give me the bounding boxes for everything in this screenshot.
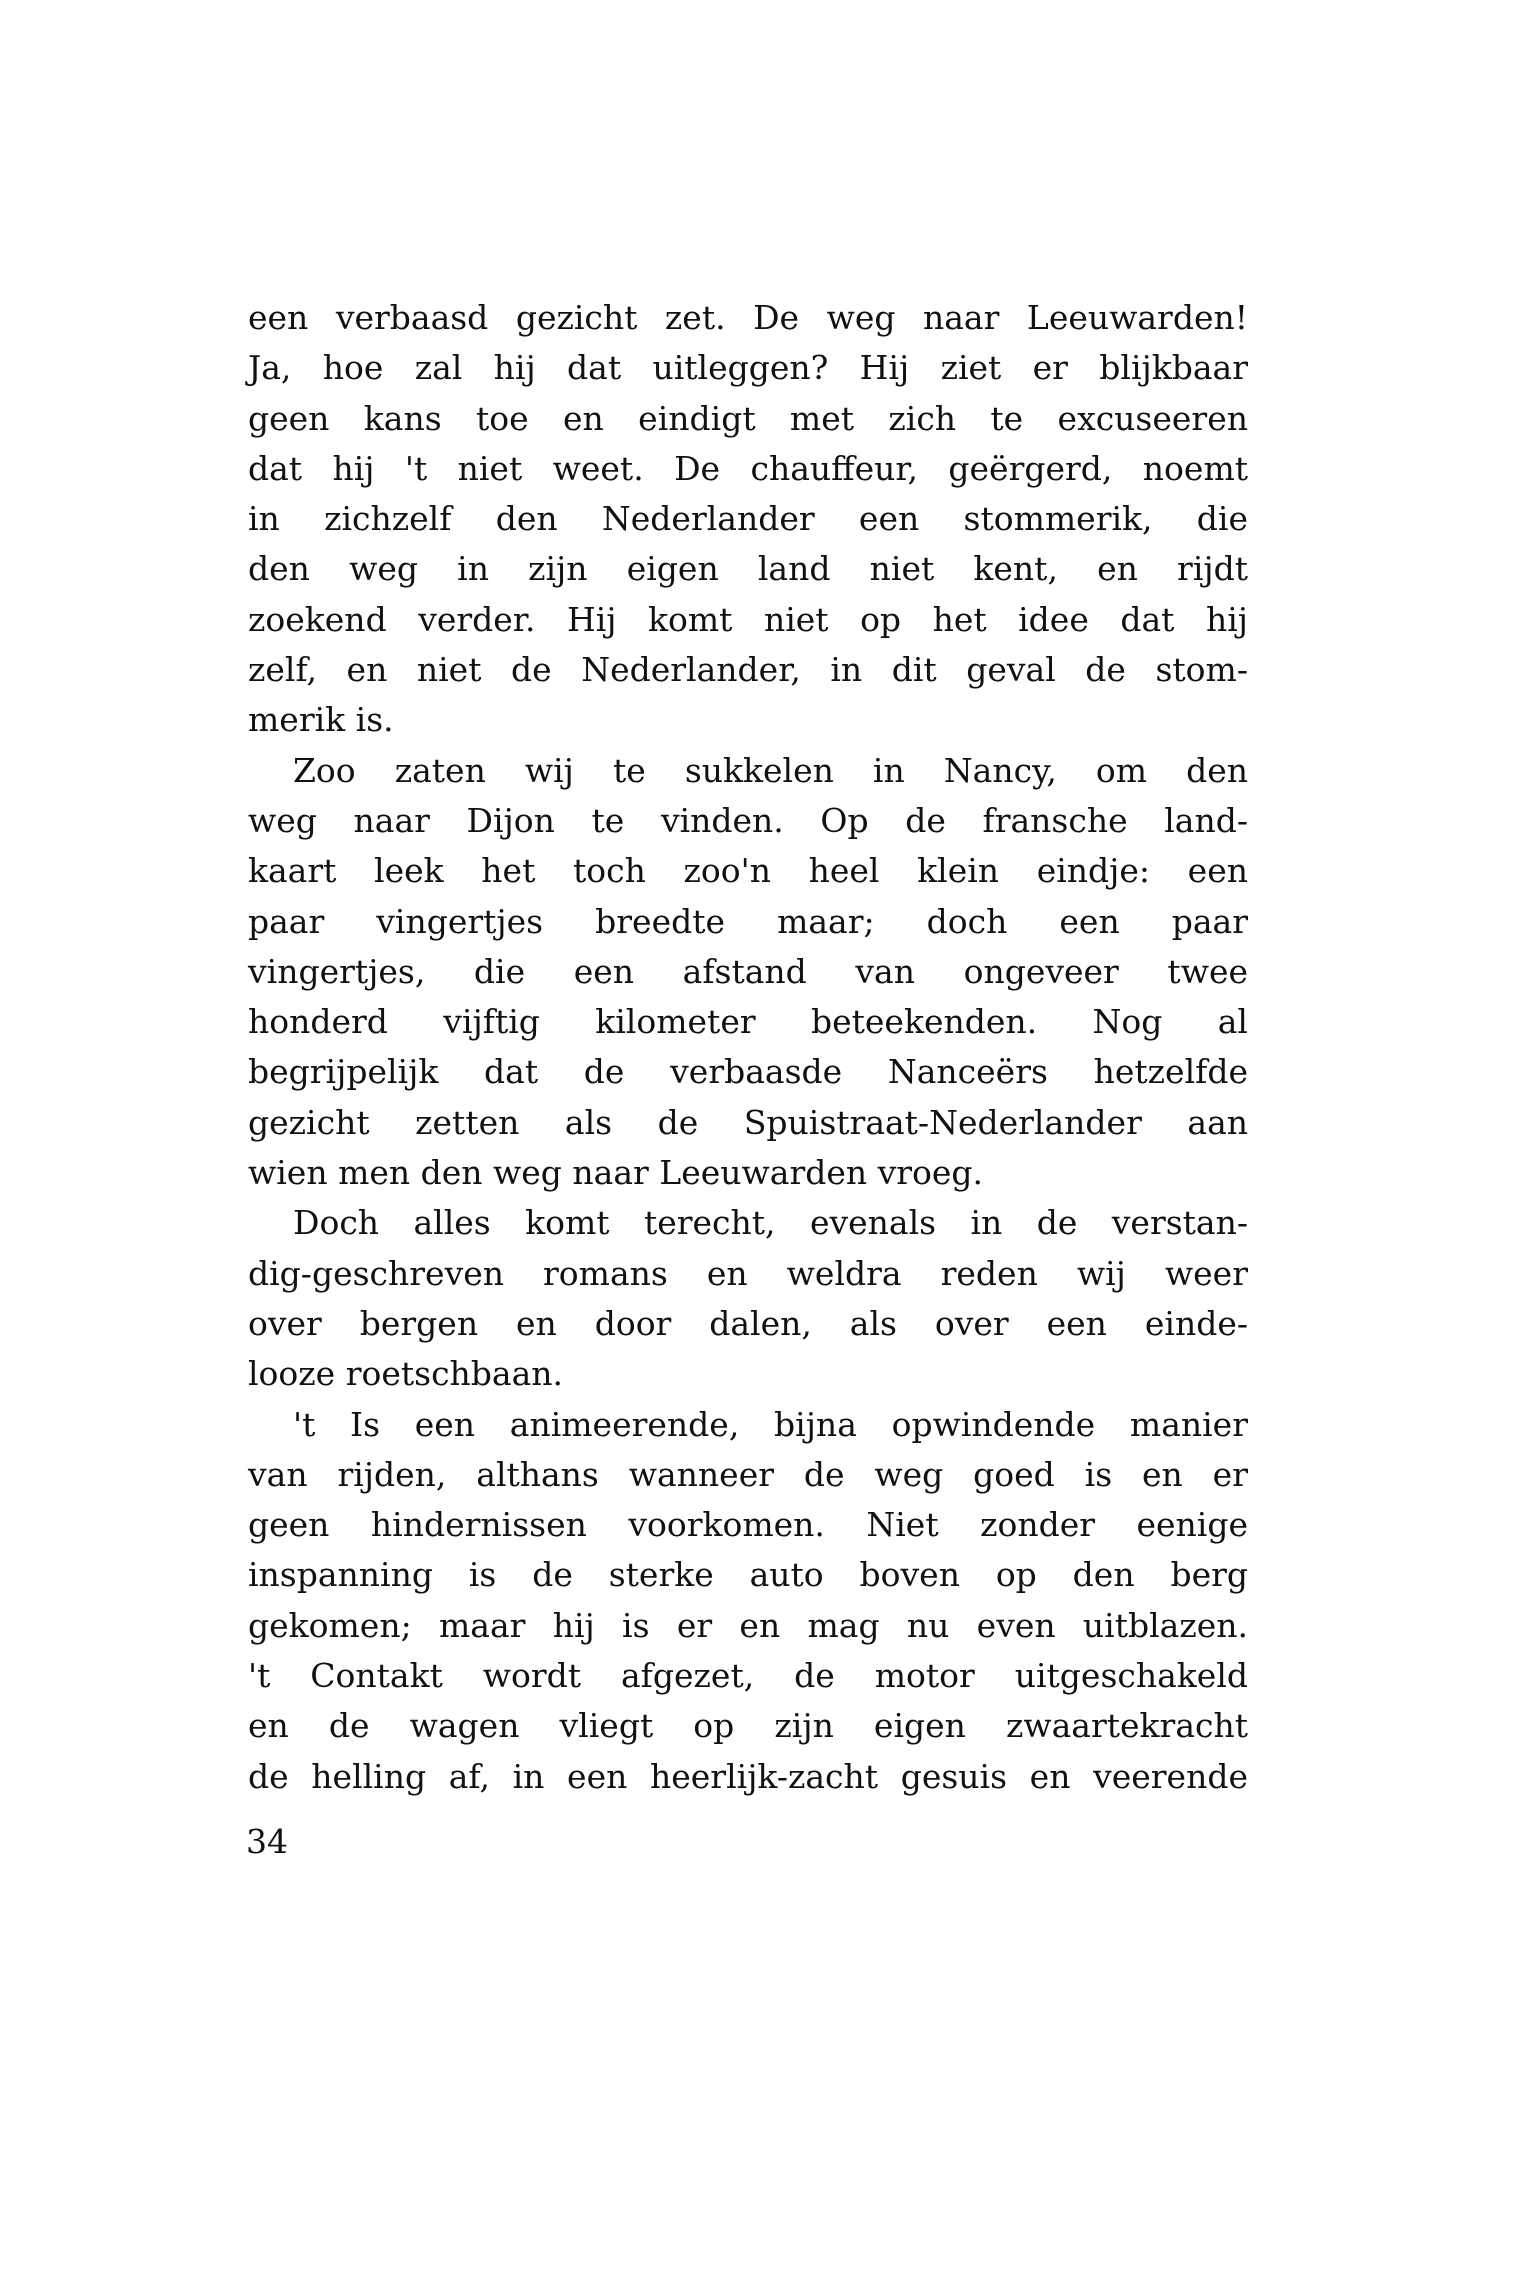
text-line: den weg in zijn eigen land niet kent, en rijdt: [248, 549, 1248, 589]
text-line: begrijpelijk dat de verbaasde Nanceërs hetzelfde: [248, 1052, 1248, 1092]
text-line: van rijden, althans wanneer de weg goed is en er: [248, 1454, 1248, 1494]
page-number: 34: [246, 1822, 288, 1861]
text-line: en de wagen vliegt op zijn eigen zwaartekracht: [248, 1706, 1248, 1746]
text-line: 't Contakt wordt afgezet, de motor uitgeschakeld: [248, 1656, 1248, 1696]
text-line: zoekend verder. Hij komt niet op het idee dat hij: [248, 599, 1248, 639]
text-line: Ja, hoe zal hij dat uitleggen? Hij ziet er blijkbaar: [248, 348, 1248, 388]
text-line: vingertjes, die een afstand van ongeveer twee: [248, 951, 1248, 991]
text-line: wien men den weg naar Leeuwarden vroeg.: [248, 1153, 984, 1193]
text-line: geen hindernissen voorkomen. Niet zonder eenige: [248, 1505, 1248, 1545]
text-line: dat hij 't niet weet. De chauffeur, geërgerd, noemt: [248, 448, 1248, 488]
text-line: dig-geschreven romans en weldra reden wij weer: [248, 1253, 1248, 1293]
text-line: kaart leek het toch zoo'n heel klein eindje: een: [248, 851, 1248, 891]
text-line: paar vingertjes breedte maar; doch een paar: [248, 901, 1248, 941]
paragraph-start-line: 't Is een animeerende, bijna opwindende manier: [293, 1404, 1248, 1444]
text-line: weg naar Dijon te vinden. Op de fransche land-: [248, 800, 1248, 840]
text-line: looze roetschbaan.: [248, 1354, 564, 1394]
text-line: zelf, en niet de Nederlander, in dit geval de stom-: [248, 650, 1248, 690]
text-line: in zichzelf den Nederlander een stommerik, die: [248, 499, 1248, 539]
text-line: over bergen en door dalen, als over een einde-: [248, 1303, 1248, 1343]
text-line: gekomen; maar hij is er en mag nu even uitblazen.: [248, 1605, 1248, 1645]
text-line: inspanning is de sterke auto boven op den berg: [248, 1555, 1248, 1595]
text-line: een verbaasd gezicht zet. De weg naar Leeuwarden!: [248, 298, 1248, 337]
text-line: de helling af, in een heerlijk-zacht gesuis en veerende: [248, 1756, 1248, 1796]
paragraph-start-line: Zoo zaten wij te sukkelen in Nancy, om den: [293, 750, 1248, 790]
text-line: gezicht zetten als de Spuistraat-Nederlander aan: [248, 1102, 1248, 1142]
paragraph-start-line: Doch alles komt terecht, evenals in de verstan-: [293, 1203, 1248, 1243]
text-line: merik is.: [248, 700, 394, 740]
text-line: honderd vijftig kilometer beteekenden. Nog al: [248, 1002, 1248, 1042]
body-text: [248, 293, 1248, 1802]
text-line: geen kans toe en eindigt met zich te excuseeren: [248, 398, 1248, 438]
